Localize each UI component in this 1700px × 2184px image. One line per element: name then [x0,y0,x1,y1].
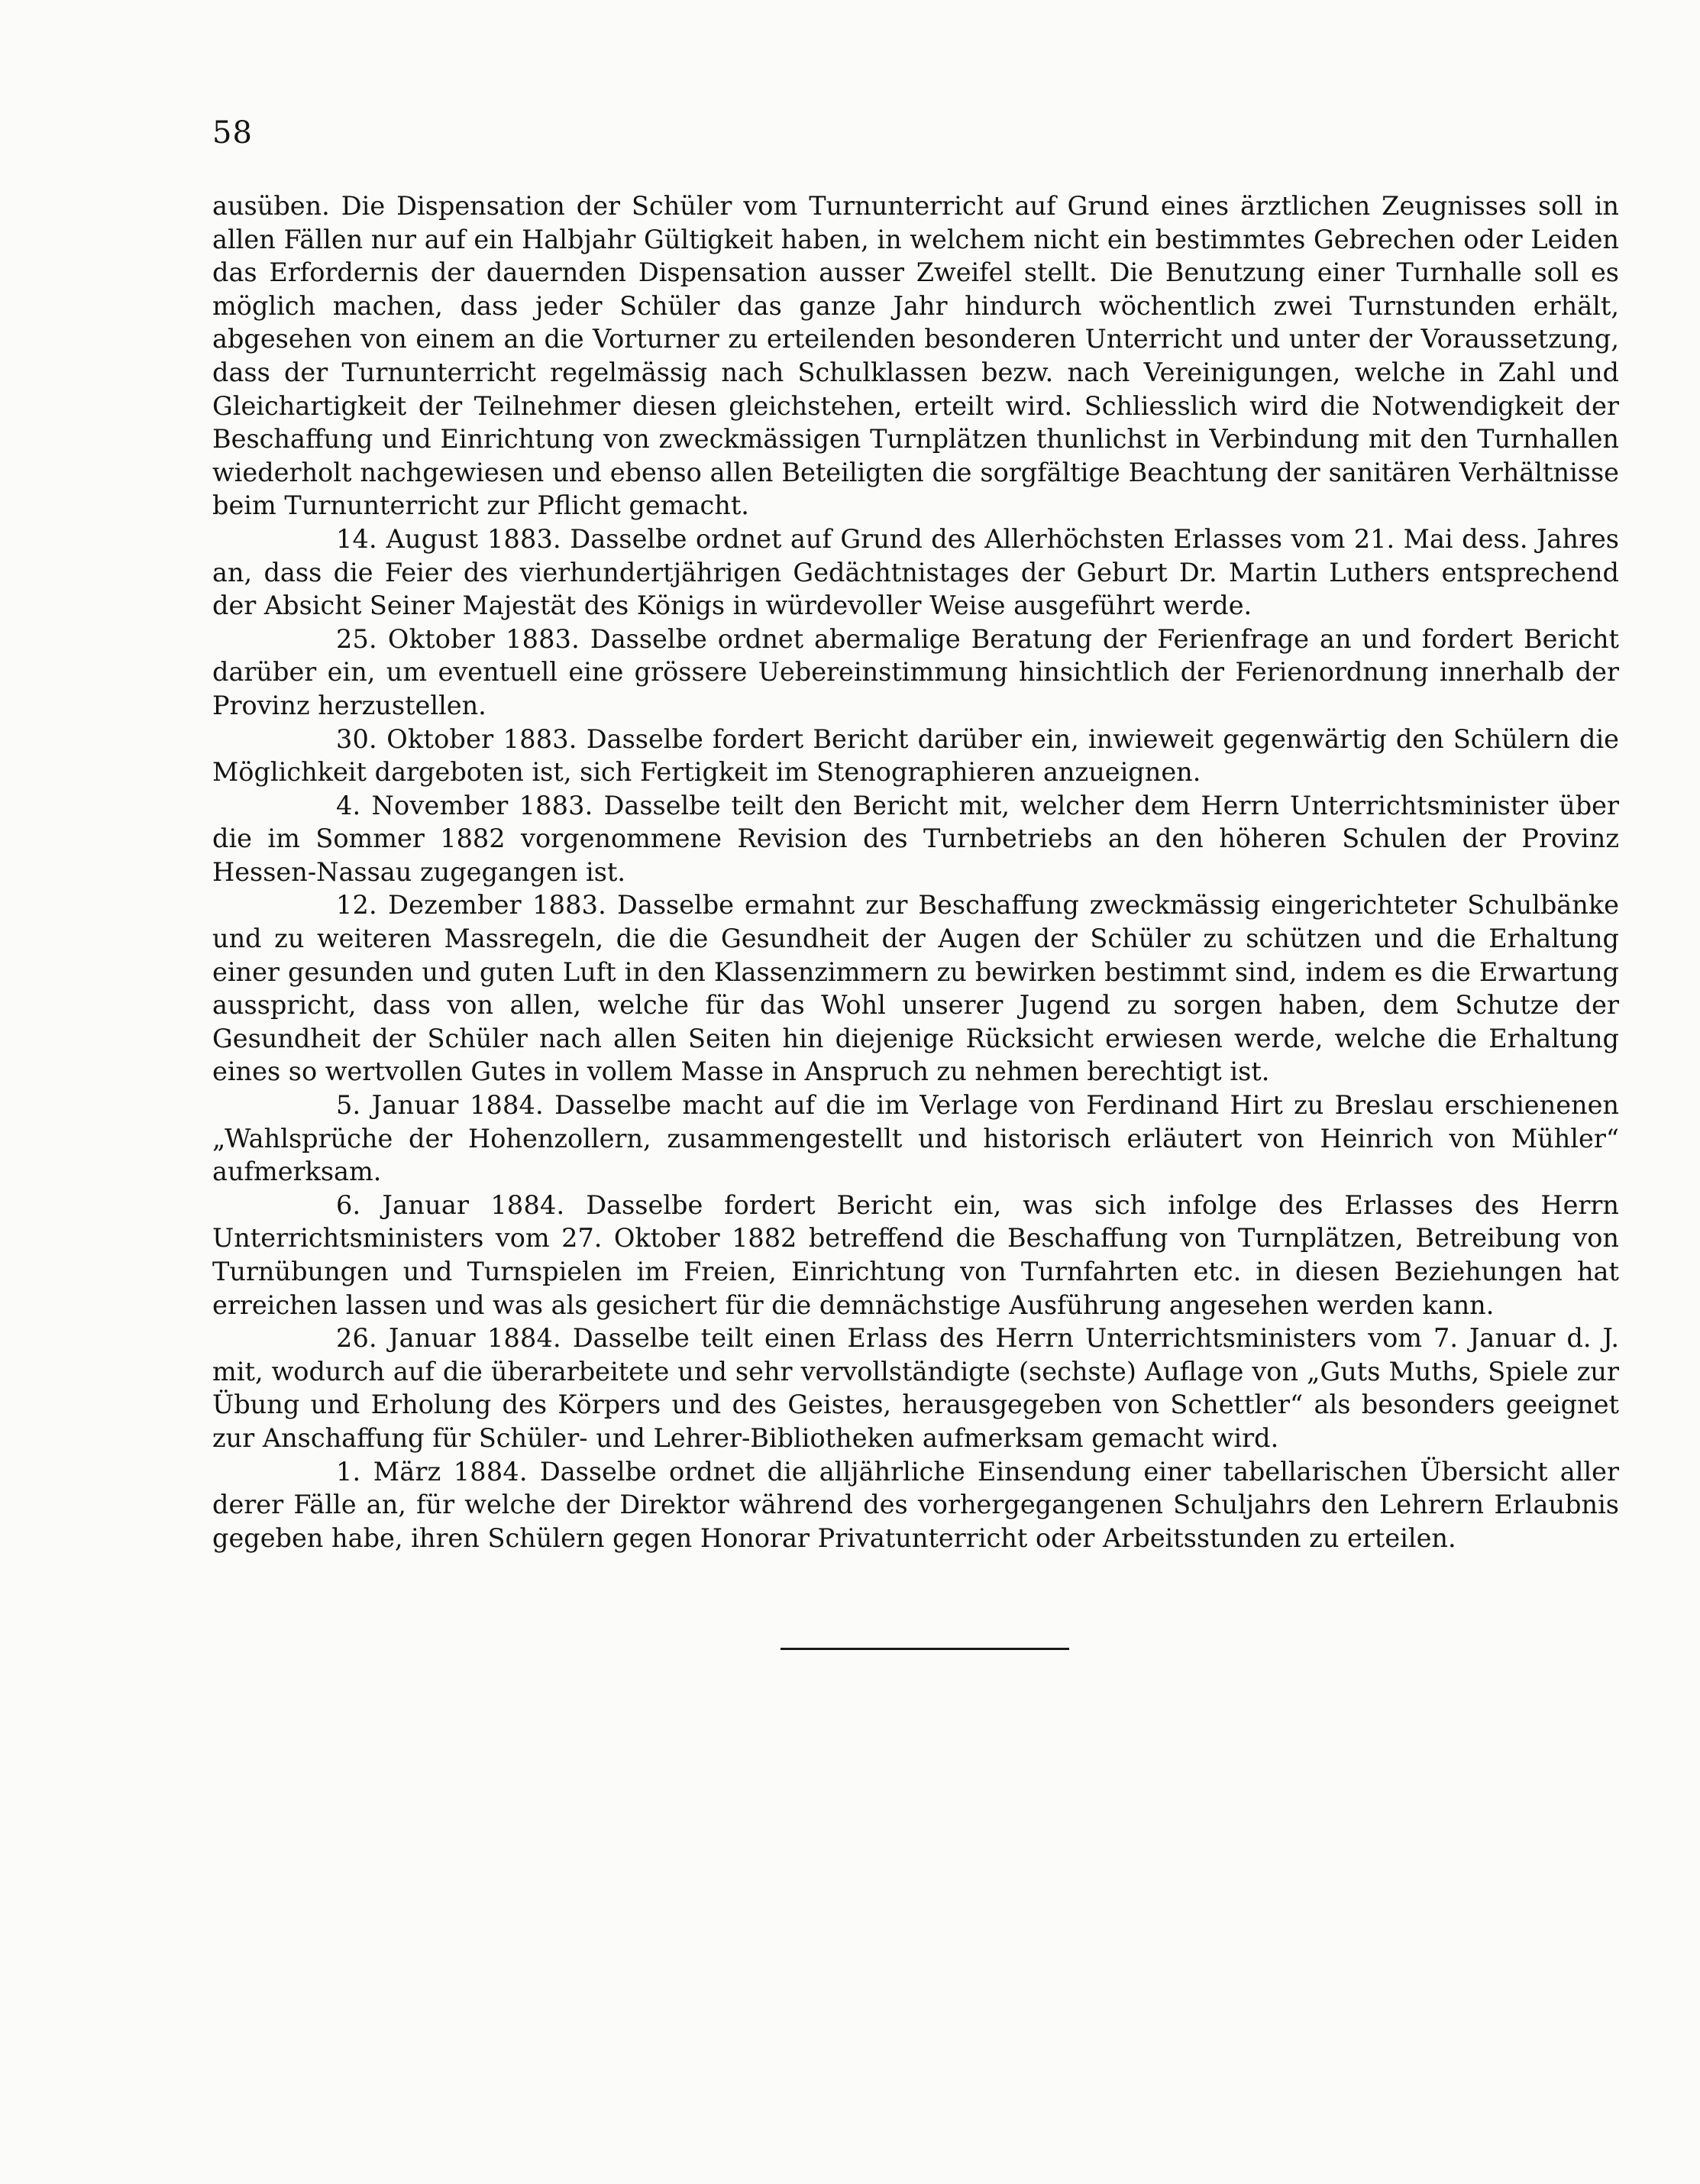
paragraph-entry [212,623,1619,723]
paragraph-entry [212,1189,1619,1322]
entry-date: 4. November 1883. [336,790,593,820]
entry-date: 5. Januar 1884. [336,1090,544,1121]
paragraph-text: Dasselbe fordert Bericht darüber ein, inwieweit gegenwärtig den Schülern die Möglichkeit dargeboten ist, sich Fertigkeit im Stenographieren anzueignen. [212,723,1619,788]
paragraph-entry [212,1322,1619,1454]
closing-rule [781,1648,1069,1650]
paragraph-continuation [212,189,1619,523]
paragraph-entry [212,723,1619,789]
entry-date: 6. Januar 1884. [336,1189,565,1220]
paragraph-text: Dasselbe ordnet die alljährliche Einsendung einer tabellarischen Übersicht aller derer Fälle an, für welche der Direktor während des vorhergegangenen Schuljahrs den Lehrern Erlaubnis gegeben habe, ihren Schülern gegen Honorar Privatunterricht oder Arbeitsstunden zu erteilen. [212,1456,1619,1553]
paragraph-entry [212,1455,1619,1555]
paragraph-text: Dasselbe fordert Bericht ein, was sich infolge des Erlasses des Herrn Unterrichtsministers vom 27. Oktober 1882 betreffend die Beschaffung von Turnplätzen, Betreibung von Turnübungen und Turnspielen im Freien, Einrichtung von Turnfahrten etc. in diesen Beziehungen hat erreichen lassen und was als gesichert für die demnächstige Ausführung angesehen werden kann. [212,1189,1620,1320]
paragraph-text: Dasselbe ordnet abermalige Beratung der Ferienfrage an und fordert Bericht darüber ein, um eventuell eine grössere Uebereinstimmung hinsichtlich der Ferienordnung innerhalb der Provinz herzustellen. [212,623,1619,720]
paragraph-text: Dasselbe teilt einen Erlass des Herrn Unterrichtsministers vom 7. Januar d. J. mit, wodurch auf die überarbeitete und sehr vervollständigte (sechste) Auflage von „Guts Muths, Spiele zur Übung und Erholung des Körpers und des Geistes, herausgegeben von Schettler“ als besonders geeignet zur Anschaffung für Schüler- und Lehrer-Bibliotheken aufmerksam gemacht wird. [212,1323,1620,1453]
paragraph-entry [212,789,1619,889]
paragraph-entry [212,888,1619,1089]
entry-date: 14. August 1883. [336,523,561,554]
entry-date: 12. Dezember 1883. [336,890,606,921]
paragraph-entry [212,523,1619,623]
paragraph-text: ausüben. Die Dispensation der Schüler vom Turnunterricht auf Grund eines ärztlichen Zeugnisses soll in allen Fällen nur auf ein Halbjahr Gültigkeit haben, in welchem nicht ein bestimmtes Gebrechen oder Leiden das Erfordernis der dauernden Dispensation ausser Zweifel stellt. Die Benutzung einer Turnhalle soll es möglich machen, dass jeder Schüler das ganze Jahr hindurch wöchentlich zwei Turnstunden erhält, abgesehen von einem an die Vorturner zu erteilenden besonderen Unterricht und unter der Voraussetzung, dass der Turnunterricht regelmässig nach Schulklassen bezw. nach Vereinigungen, welche in Zahl und Gleichartigkeit der Teilnehmer diesen gleichstehen, erteilt wird. Schliesslich wird die Notwendigkeit der Beschaffung und Einrichtung von zweckmässigen Turnplätzen thunlichst in Verbindung mit den Turnhallen wiederholt nachgewiesen und ebenso allen Beteiligten die sorgfältige Beachtung der sanitären Verhältnisse beim Turnunterricht zur Pflicht gemacht. [212,191,1619,521]
paragraph-text: Dasselbe teilt den Bericht mit, welcher dem Herrn Unterrichtsminister über die im Sommer 1882 vorgenommene Revision des Turnbetriebs an den höheren Schulen der Provinz Hessen-Nassau zugegangen ist. [212,790,1619,887]
paragraph-entry [212,1089,1619,1189]
page-number: 58 [212,115,253,150]
paragraph-text: Dasselbe ordnet auf Grund des Allerhöchsten Erlasses vom 21. Mai dess. Jahres an, dass die Feier des vierhundertjährigen Gedächtnistages der Geburt Dr. Martin Luthers entsprechend der Absicht Seiner Majestät des Königs in würdevoller Weise ausgeführt werde. [212,523,1619,621]
body-text [212,189,1619,1555]
entry-date: 30. Oktober 1883. [336,723,577,754]
entry-date: 26. Januar 1884. [336,1323,561,1354]
paragraph-text: Dasselbe ermahnt zur Beschaffung zweckmässig eingerichteter Schulbänke und zu weiteren Massregeln, die die Gesundheit der Augen der Schüler zu schützen und die Erhaltung einer gesunden und guten Luft in den Klassenzimmern zu bewirken bestimmt sind, indem es die Erwartung ausspricht, dass von allen, welche für das Wohl unserer Jugend zu sorgen haben, dem Schutze der Gesundheit der Schüler nach allen Seiten hin diejenige Rücksicht erwiesen werde, welche die Erhaltung eines so wertvollen Gutes in vollem Masse in Anspruch zu nehmen berechtigt ist. [212,890,1619,1087]
paragraph-text: Dasselbe macht auf die im Verlage von Ferdinand Hirt zu Breslau erschienenen „Wahlsprüche der Hohenzollern, zusammengestellt und historisch erläutert von Heinrich von Mühler“ aufmerksam. [212,1090,1619,1187]
entry-date: 1. März 1884. [336,1456,528,1487]
entry-date: 25. Oktober 1883. [336,623,580,654]
